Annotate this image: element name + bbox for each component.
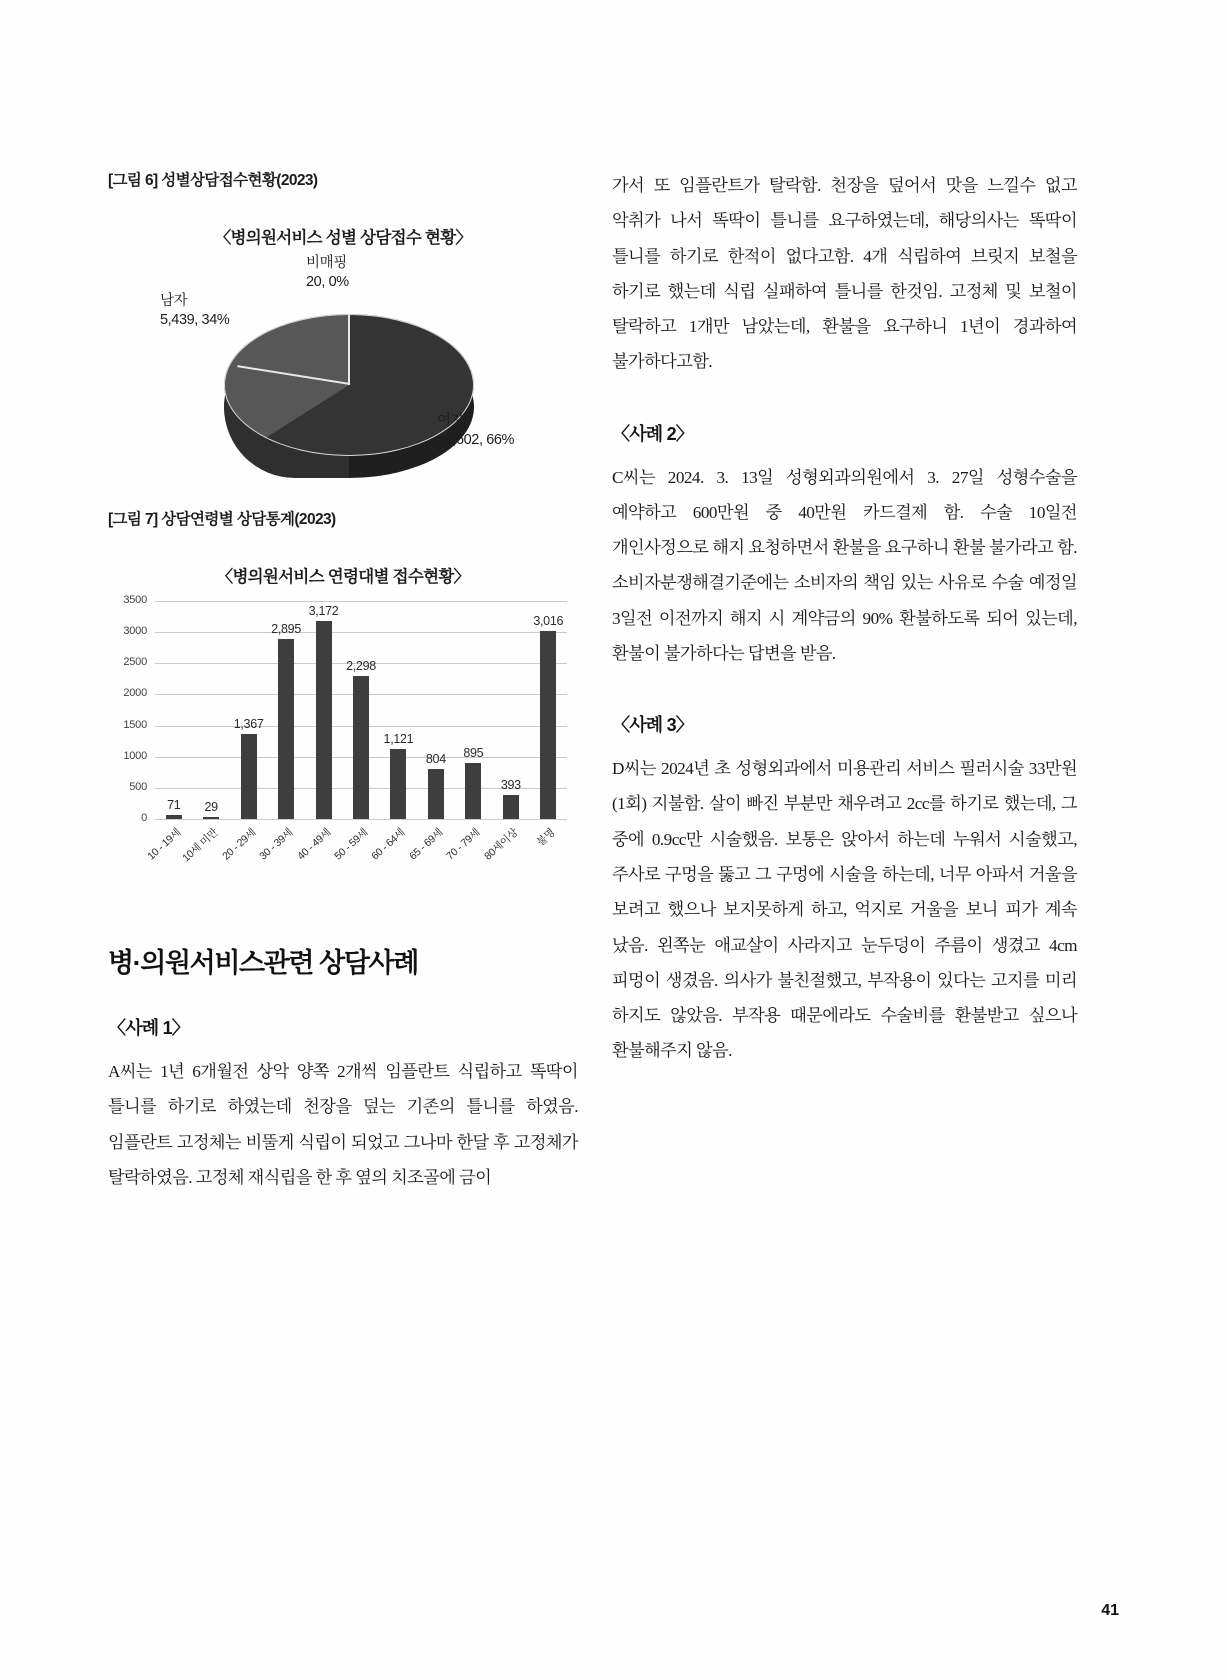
pie-label-nomapping-name: 비매핑 [306,255,347,271]
figure-6-caption: [그림 6] 성별상담접수현황(2023) [108,172,318,189]
x-axis-tick-label: 불명 [534,826,558,849]
case-3-heading: 〈사례 3〉 [612,715,693,736]
figure-6-title: 〈병의원서비스 성별 상담접수 현황〉 [214,229,472,247]
y-axis-tick-label: 2000 [123,687,147,700]
bar-value-label: 3,016 [533,614,564,629]
x-axis-label-cell [530,821,567,879]
case-1-continuation-text: 가서 또 임플란트가 탈락함. 천장을 덮어서 맛을 느낄수 없고 악취가 나서 똑딱이 틀니를 요구하였는데, 해당의사는 똑딱이 틀니를 하기로 한적이 없다고함. 4개 식립하여 브릿지 보철을 하기로 했는데 식립 실패하여 틀니를 한것임. 고정체 및 보철이 탈락하고 1개만 남았는데, 환불을 요구하니 1년이 경과하여 불가하다고함. [612,176,1077,372]
x-axis-tick-label: 80세이상 [481,826,521,863]
case-2-text: C씨는 2024. 3. 13일 성형외과의원에서 3. 27일 성형수술을 예약하고 600만원 중 40만원 카드결제 함. 수술 10일전 개인사정으로 해지 요청하면서 환불을 요구하니 환불 불가라고 함. 소비자분쟁해결기준에는 소비자의 책임 있는 사유로 수술 예정일 3일전 이전까지 해지 시 계약금의 90% 환불하도록 되어 있는데, 환불이 불가하다는 답변을 받음. [612,467,1077,663]
bar-item [380,601,417,819]
page-number: 41 [1101,1602,1119,1619]
case-2-heading: 〈사례 2〉 [612,423,693,444]
y-axis-tick-label: 0 [141,812,147,824]
pie-label-male-name: 남자 [160,293,188,309]
pie-label-male-value: 5,439, 34% [160,311,230,328]
y-axis-tick-label: 3500 [123,594,147,606]
bar-value-label: 1,367 [233,716,264,731]
figure-6-block [108,168,578,489]
bar [316,621,332,819]
bar [428,769,444,819]
case-3-text: D씨는 2024년 초 성형외과에서 미용관리 서비스 필러시술 33만원(1회) 지불함. 살이 빠진 부분만 채우려고 2cc를 하기로 했는데, 그 중에 0.9cc만 시술했음. 보통은 앉아서 하는데 누워서 시술했고, 주사로 구멍을 뚫고 그 구멍에 시술을 하는데, 너무 아파서 거울을 보려고 했으나 보지못하게 하고, 억지로 거울을 보니 피가 계속 났음. 왼쪽눈 애교살이 사라지고 눈두덩이 주름이 생겼고 4cm 피멍이 생겼음. 의사가 불친절했고, 부작용이 있다는 고지를 미리 하지도 않았음. 부작용 때문에라도 수술비를 환불받고 싶으나 환불해주지 않음. [612,759,1077,1061]
pie-label-nomapping-value: 20, 0% [306,273,349,290]
bar-value-label: 1,121 [383,732,414,747]
bar-value-label: 71 [167,797,181,812]
left-column [108,168,578,1195]
bar [465,763,481,819]
bar [390,749,406,819]
y-axis-tick-label: 1000 [123,749,147,762]
figure-7-block [108,507,578,883]
bar-chart [108,593,578,883]
bar [353,676,369,819]
x-axis-tick-label: 65 - 69세 [407,826,446,863]
bar-value-label: 29 [204,800,218,815]
x-axis-tick-label: 30 - 39세 [257,826,296,863]
y-axis-tick-label: 500 [129,780,147,793]
x-axis-label-cell [481,821,529,879]
x-axis-tick-label: 40 - 49세 [294,826,333,863]
bar-value-label: 3,172 [308,604,339,619]
bar-item [305,601,342,819]
pie-chart [108,254,578,489]
bar-value-label: 895 [463,746,484,761]
bar [241,734,257,819]
x-axis-tick-label: 10 - 19세 [145,826,184,863]
x-axis-tick-label: 70 - 79세 [444,826,483,863]
case-1-text: A씨는 1년 6개월전 상악 양쪽 2개씩 임플란트 식립하고 똑딱이 틀니를 하기로 하였는데 천장을 덮는 기존의 틀니를 하였음. 임플란트 고정체는 비뚤게 식립이 되었고 그나마 한달 후 고정체가 탈락하였음. 고정체 재식립을 한 후 옆의 치조골에 금이 [108,1062,578,1187]
bar [278,639,294,819]
bar-item [230,601,267,819]
bar-item [342,601,379,819]
x-axis-tick-label: 50 - 59세 [332,826,371,863]
x-axis-tick-label: 20 - 29세 [219,826,258,863]
bar-value-label: 804 [425,751,446,766]
pie-label-nomapping [306,254,349,291]
figure-7-title: 〈병의원서비스 연령대별 접수현황〉 [216,568,470,586]
pie-label-female-value: 10,602, 66% [437,431,515,448]
right-column [612,168,1077,1069]
bar-item [492,601,529,819]
bar [540,631,556,819]
bar-item [155,601,192,819]
pie-label-female-name: 여자 [437,413,465,429]
bar-chart-plot-area [123,594,567,824]
case-1-heading: 〈사례 1〉 [108,1018,189,1038]
bar-value-label: 2,895 [271,621,301,636]
bar [503,795,519,819]
bar-chart-bars [155,601,567,819]
bar-value-label: 393 [500,777,521,792]
bar-chart-axis-zero [155,819,567,820]
bar-item [417,601,454,819]
y-axis-tick-label: 3000 [123,625,147,638]
bar-item [192,601,229,819]
pie-label-male [160,292,229,329]
bar-item [267,601,304,819]
x-axis-tick-label: 60 - 64세 [369,826,408,863]
section-heading: 병·의원서비스관련 상담사례 [108,948,418,978]
y-axis-tick-label: 2500 [123,656,147,669]
figure-7-caption: [그림 7] 상담연령별 상담통계(2023) [108,511,336,528]
bar-value-label: 2,298 [346,658,376,673]
bar-item [455,601,492,819]
y-axis-tick-label: 1500 [123,718,147,731]
bar-item [530,601,567,819]
bar-chart-xaxis-labels [145,821,567,879]
pie-label-female [437,412,514,449]
x-axis-tick-label: 10세 미만 [180,826,221,865]
